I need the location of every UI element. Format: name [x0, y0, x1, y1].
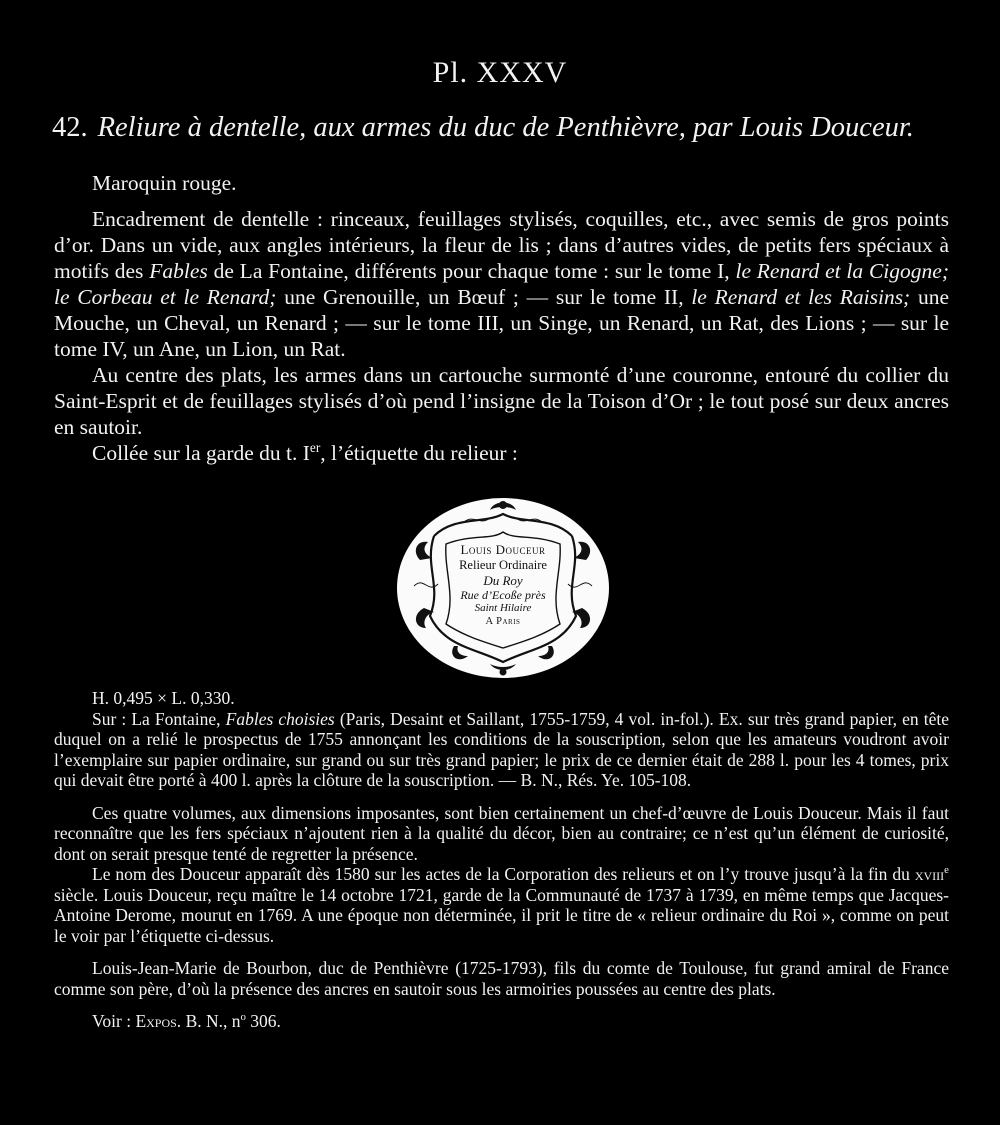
- arms-paragraph: Au centre des plats, les armes dans un cartouche surmonté d’une couronne, entouré du collier du Saint-Esprit et de feuillages stylisés d’où pend l’insigne de la Toison d’Or ; le tout posé sur deux ancres en sautoir.: [54, 363, 949, 439]
- decoration-text-4: une Mouche, un Cheval, un Renard ; — sur le tome III, un Singe, un Renard, un Rat, des Lions ; — sur le tome IV, un Ane, un Lion, un Rat.: [54, 285, 950, 361]
- entry-number: 42.: [52, 112, 88, 143]
- see-text-2: B. N., n: [181, 1011, 241, 1031]
- label-line-du-roy: Du Roy: [483, 573, 523, 588]
- fable-title-tome-2: le Renard et les Raisins;: [691, 285, 911, 309]
- label-intro-text-2: , l’étiquette du relieur :: [320, 441, 518, 465]
- label-intro-sup: er: [309, 439, 321, 455]
- label-line-title: Relieur Ordinaire: [459, 558, 547, 572]
- decoration-text-1: Encadrement de dentelle : rinceaux, feuillages stylisés, coquilles, etc., avec semis de gros points d’or. Dans un vide, aux angles intérieurs, la fleur de lis ; dans d’autres vides, de petits fers spéciaux à motifs des: [54, 207, 949, 283]
- fables-title: Fables: [149, 259, 208, 283]
- see-text-1: Voir :: [92, 1011, 136, 1031]
- century-numeral: xviii: [914, 864, 945, 884]
- century-sup: e: [944, 864, 949, 877]
- entry-title-text: Reliure à dentelle, aux armes du duc de Penthièvre, par Louis Douceur.: [97, 112, 914, 143]
- fable-titles-tome-1: le Renard et la Cigogne; le Corbeau et le Renard;: [54, 259, 949, 309]
- commentary-2-text-1: Le nom des Douceur apparaît dès 1580 sur les actes de la Corporation des relieurs et on l’y trouve jusqu’à la fin du: [92, 864, 915, 884]
- source-text-1: Sur : La Fontaine,: [92, 708, 226, 729]
- binder-label-image: [394, 496, 612, 680]
- label-line-saint-hilaire: Saint Hilaire: [474, 602, 532, 614]
- label-line-city: A Paris: [485, 616, 521, 627]
- material-paragraph: Maroquin rouge.: [92, 171, 237, 195]
- commentary-paragraph-3: Louis-Jean-Marie de Bourbon, duc de Penthièvre (1725-1793), fils du comte de Toulouse, fut grand amiral de France comme son père, d’où la présence des ancres en sautoir sous les armoiries poussées au centre des plats.: [54, 958, 949, 999]
- commentary-2-text-2: siècle. Louis Douceur, reçu maître le 14 octobre 1721, garde de la Communauté de 1737 à 1739, en même temps que Jacques-Antoine Derome, mourut en 1769. A une époque non déterminée, il prit le titre de « relieur ordinaire du Roi », comme on peut le voir par l’étiquette ci-dessus.: [54, 884, 949, 946]
- commentary-paragraph-2: [54, 864, 949, 946]
- bibliographic-notes: [54, 688, 949, 1032]
- decoration-text-2: de La Fontaine, différents pour chaque tome : sur le tome I,: [207, 259, 736, 283]
- binding-description: [54, 170, 949, 466]
- decoration-paragraph: [54, 206, 949, 362]
- label-line-street: Rue d’Ecoße près: [460, 588, 546, 602]
- label-intro-text-1: Collée sur la garde du t. I: [92, 441, 310, 465]
- see-also-line: [54, 1011, 949, 1032]
- source-text-2: (Paris, Desaint et Saillant, 1755-1759, 4 vol. in-fol.). Ex. sur très grand papier, en tête duquel on a relié le prospectus de 1755 annonçant les conditions de la souscription, selon que les amateurs voudront avoir l’exemplaire sur papier ordinaire, sur grand ou sur très grand papier; le prix de ce dernier était de 288 l. pour les 4 tomes, prix qui devait être porté à 400 l. après la clôture de la souscription. — B. N., Rés. Ye. 105-108.: [54, 708, 949, 790]
- dimensions-line: H. 0,495 × L. 0,330.: [92, 688, 235, 708]
- label-line-name: Louis Douceur: [460, 542, 546, 557]
- decoration-text-3: une Grenouille, un Bœuf ; — sur le tome II,: [276, 285, 692, 309]
- see-text-3: 306.: [245, 1011, 281, 1031]
- see-expos: Expos.: [135, 1011, 182, 1031]
- plate-number: Pl. XXXV: [432, 56, 568, 89]
- see-sup: o: [240, 1011, 246, 1024]
- label-intro-paragraph: [54, 440, 949, 466]
- source-paragraph: [54, 709, 949, 791]
- source-work-title: Fables choisies: [225, 708, 335, 729]
- entry-title: [52, 112, 952, 144]
- commentary-paragraph-1: Ces quatre volumes, aux dimensions imposantes, sont bien certainement un chef-d’œuvre de Louis Douceur. Mais il faut reconnaître que les fers spéciaux n’ajoutent rien à la qualité du décor, bien au contraire; ce n’est qu’un élément de curiosité, dont on serait presque tenté de regretter la présence.: [54, 802, 949, 864]
